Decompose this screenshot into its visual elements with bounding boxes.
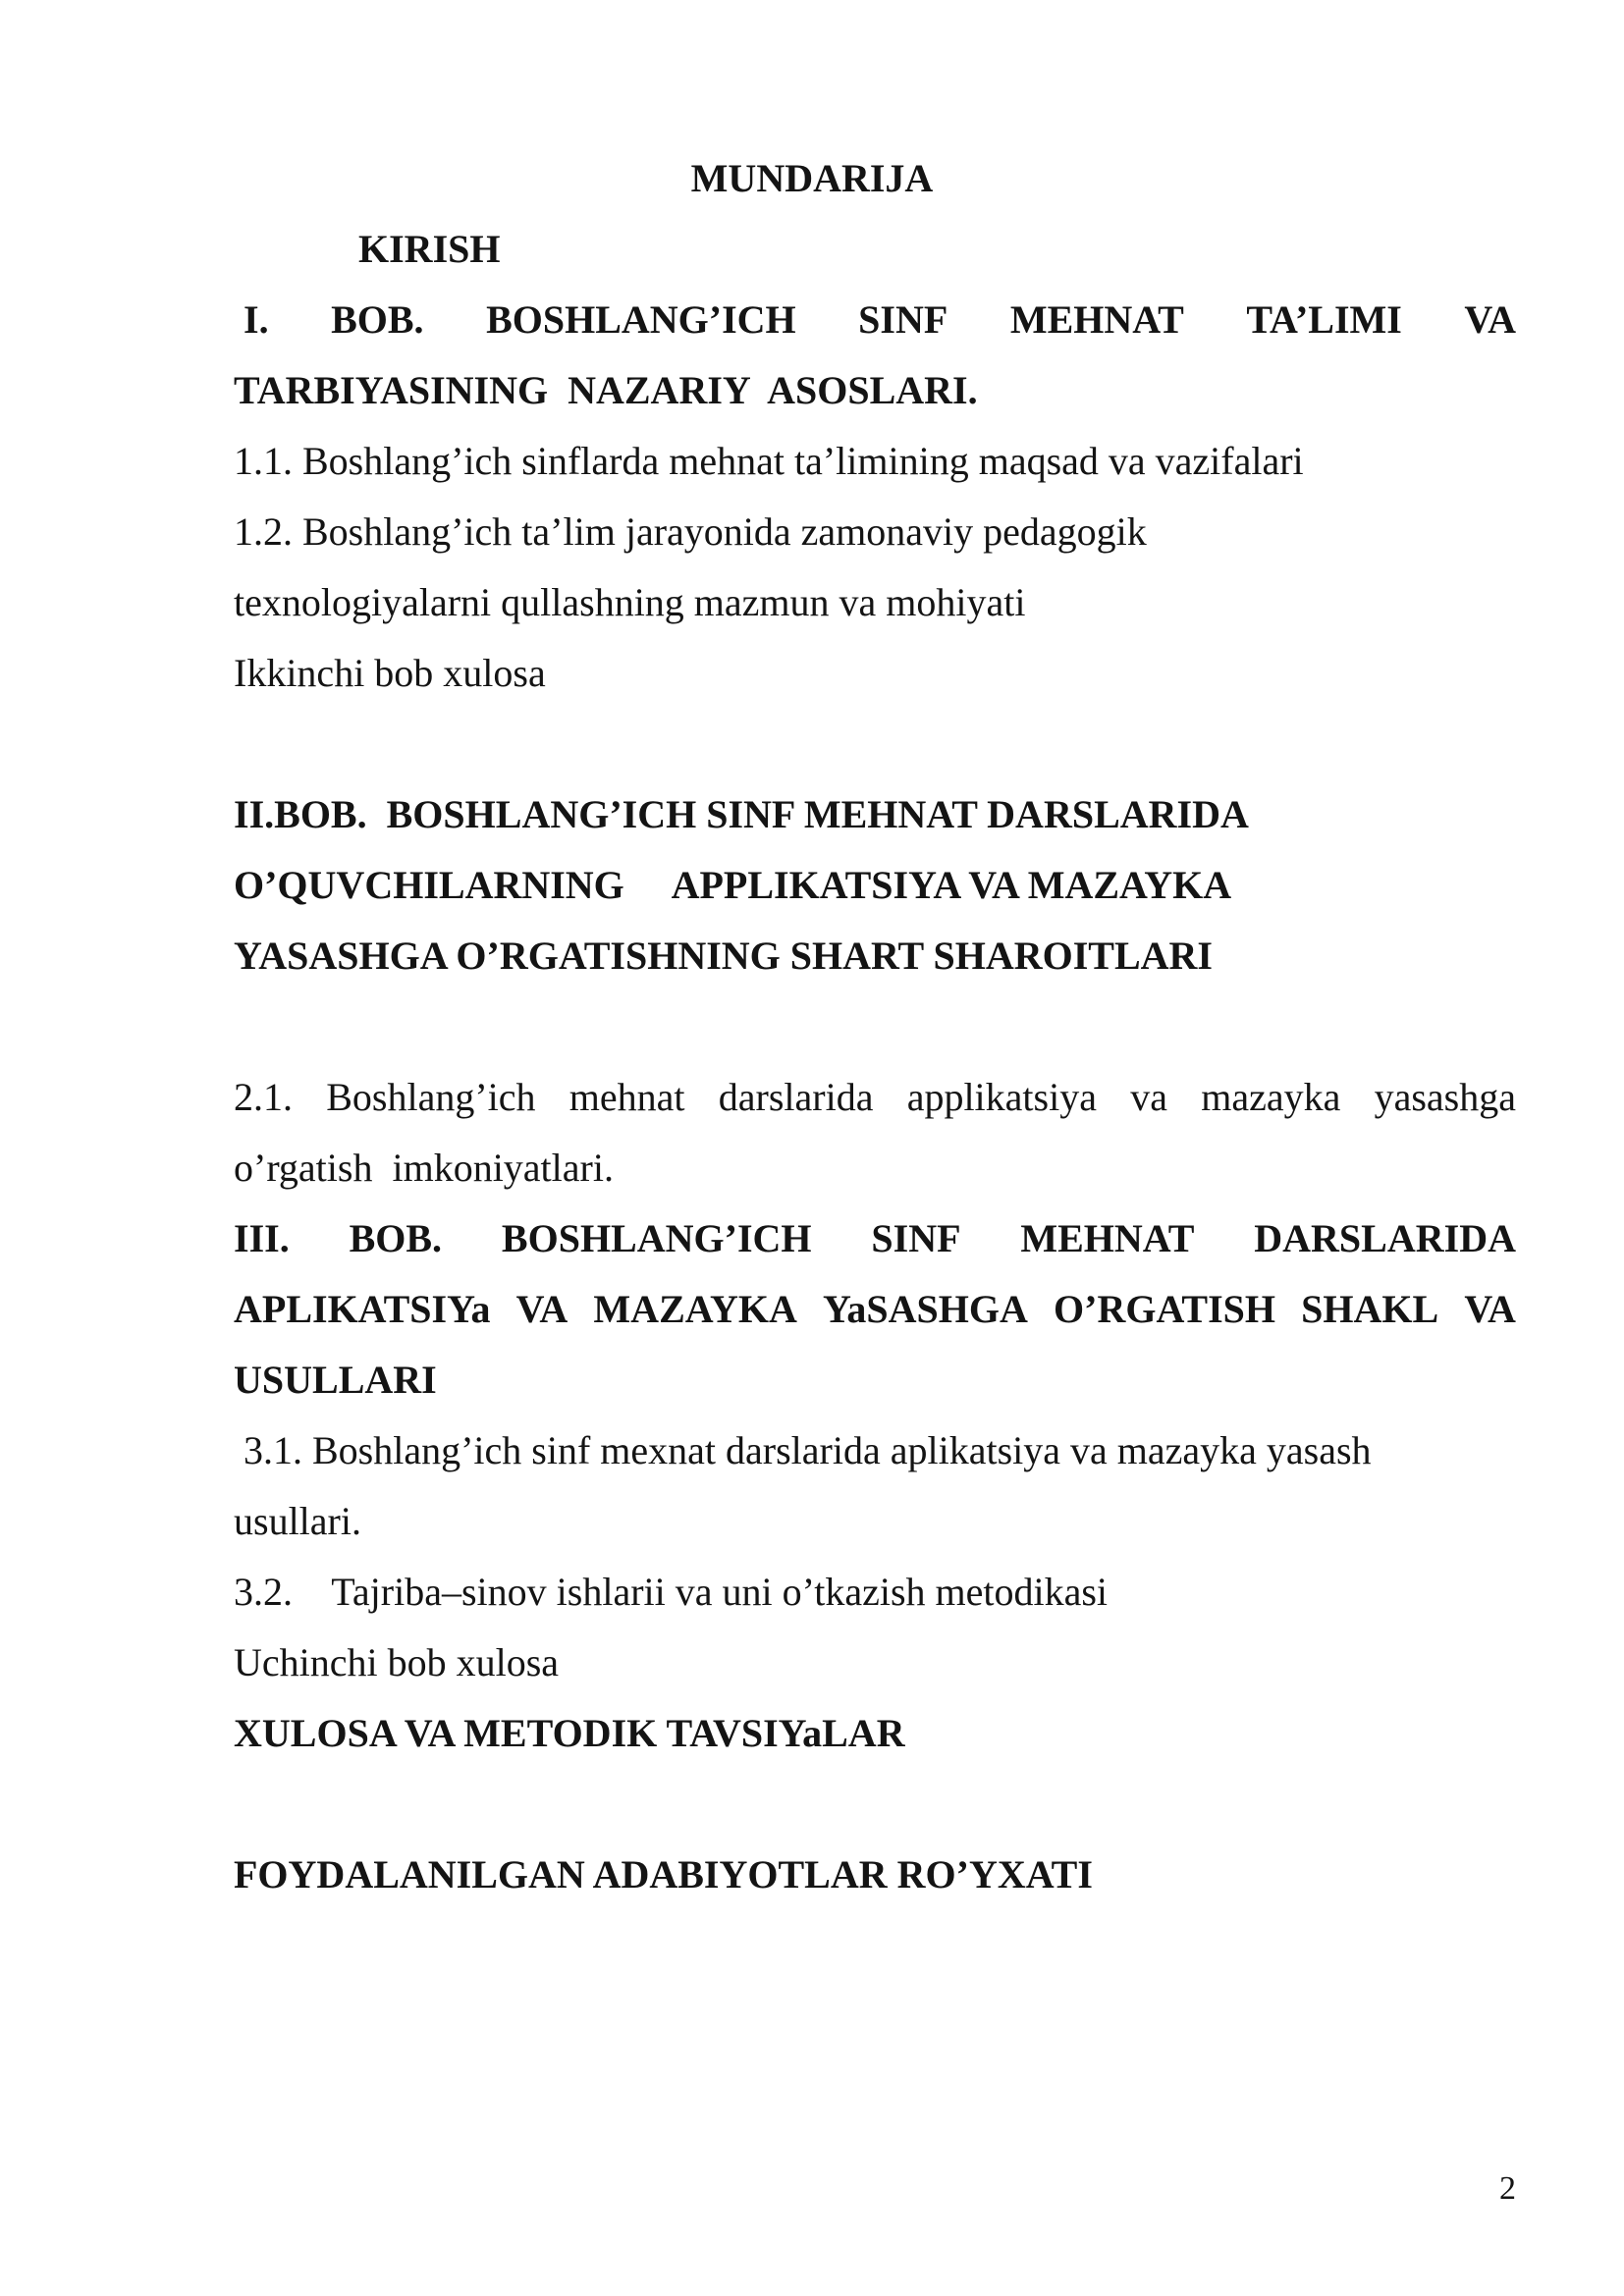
- toc-section-2-1-line1: [234, 1074, 1516, 1121]
- toc-section-1-2-line2: texnologiyalarni qullashning mazmun va mohiyati: [234, 580, 1026, 624]
- toc-chapter1-conclusion: Ikkinchi bob xulosa: [234, 651, 546, 695]
- word: YaSASHGA: [822, 1287, 1028, 1331]
- word: DARSLARIDA: [1254, 1216, 1516, 1260]
- word: O’RGATISH: [1054, 1287, 1276, 1331]
- word: BOB.: [331, 297, 424, 342]
- toc-chapter2-line2: O’QUVCHILARNING APPLIKATSIYA VA MAZAYKA: [234, 863, 1232, 907]
- word: SINF: [871, 1216, 961, 1260]
- word: SHAKL: [1301, 1287, 1439, 1331]
- toc-title: MUNDARIJA: [690, 156, 934, 200]
- word: VA: [1464, 1287, 1516, 1331]
- word: mazayka: [1201, 1075, 1341, 1119]
- word: mehnat: [568, 1075, 685, 1119]
- toc-section-2-1-line2: o’rgatish imkoniyatlari.: [234, 1146, 614, 1190]
- word: applikatsiya: [906, 1075, 1097, 1119]
- toc-section-3-1-line1: 3.1. Boshlang’ich sinf mexnat darslarida aplikatsiya va mazayka yasash: [234, 1428, 1372, 1472]
- page-number: 2: [1499, 2170, 1516, 2207]
- toc-chapter2-line3: YASASHGA O’RGATISHNING SHART SHAROITLARI: [234, 934, 1213, 978]
- toc-section-1-1: 1.1. Boshlang’ich sinflarda mehnat ta’limining maqsad va vazifalari: [234, 439, 1304, 483]
- word: TA’LIMI: [1246, 297, 1402, 342]
- word: BOB.: [349, 1216, 443, 1260]
- toc-chapter3-line1: [234, 1215, 1516, 1262]
- word: va: [1130, 1075, 1167, 1119]
- word: BOSHLANG’ICH: [501, 1216, 812, 1260]
- toc-chapter1-heading-line1: [244, 296, 1516, 344]
- toc-references: FOYDALANILGAN ADABIYOTLAR RO’YXATI: [234, 1852, 1093, 1896]
- toc-chapter3-line3: USULLARI: [234, 1358, 437, 1402]
- toc-kirish: KIRISH: [358, 227, 501, 271]
- toc-conclusion: XULOSA VA METODIK TAVSIYaLAR: [234, 1711, 905, 1755]
- word: BOSHLANG’ICH: [486, 297, 796, 342]
- toc-chapter3-line2: [234, 1286, 1516, 1333]
- word: MEHNAT: [1020, 1216, 1195, 1260]
- toc-section-1-2-line1: 1.2. Boshlang’ich ta’lim jarayonida zamonaviy pedagogik: [234, 509, 1147, 554]
- toc-chapter1-heading-line2: TARBIYASINING NAZARIY ASOSLARI.: [234, 368, 978, 412]
- toc-section-3-1-line2: usullari.: [234, 1499, 361, 1543]
- word: MEHNAT: [1009, 297, 1184, 342]
- toc-chapter2-line1: II.BOB. BOSHLANG’ICH SINF MEHNAT DARSLARIDA: [234, 792, 1249, 836]
- word: darslarida: [718, 1075, 874, 1119]
- word: I.: [244, 297, 269, 342]
- word: yasashga: [1374, 1075, 1516, 1119]
- word: VA: [515, 1287, 568, 1331]
- word: MAZAYKA: [593, 1287, 797, 1331]
- word: SINF: [858, 297, 948, 342]
- word: Boshlang’ich: [326, 1075, 536, 1119]
- word: VA: [1464, 297, 1516, 342]
- toc-chapter3-conclusion: Uchinchi bob xulosa: [234, 1640, 560, 1684]
- word: 2.1.: [234, 1075, 293, 1119]
- word: III.: [234, 1216, 290, 1260]
- word: APLIKATSIYa: [234, 1287, 491, 1331]
- toc-section-3-2: 3.2. Tajriba–sinov ishlarii va uni o’tkazish metodikasi: [234, 1570, 1109, 1614]
